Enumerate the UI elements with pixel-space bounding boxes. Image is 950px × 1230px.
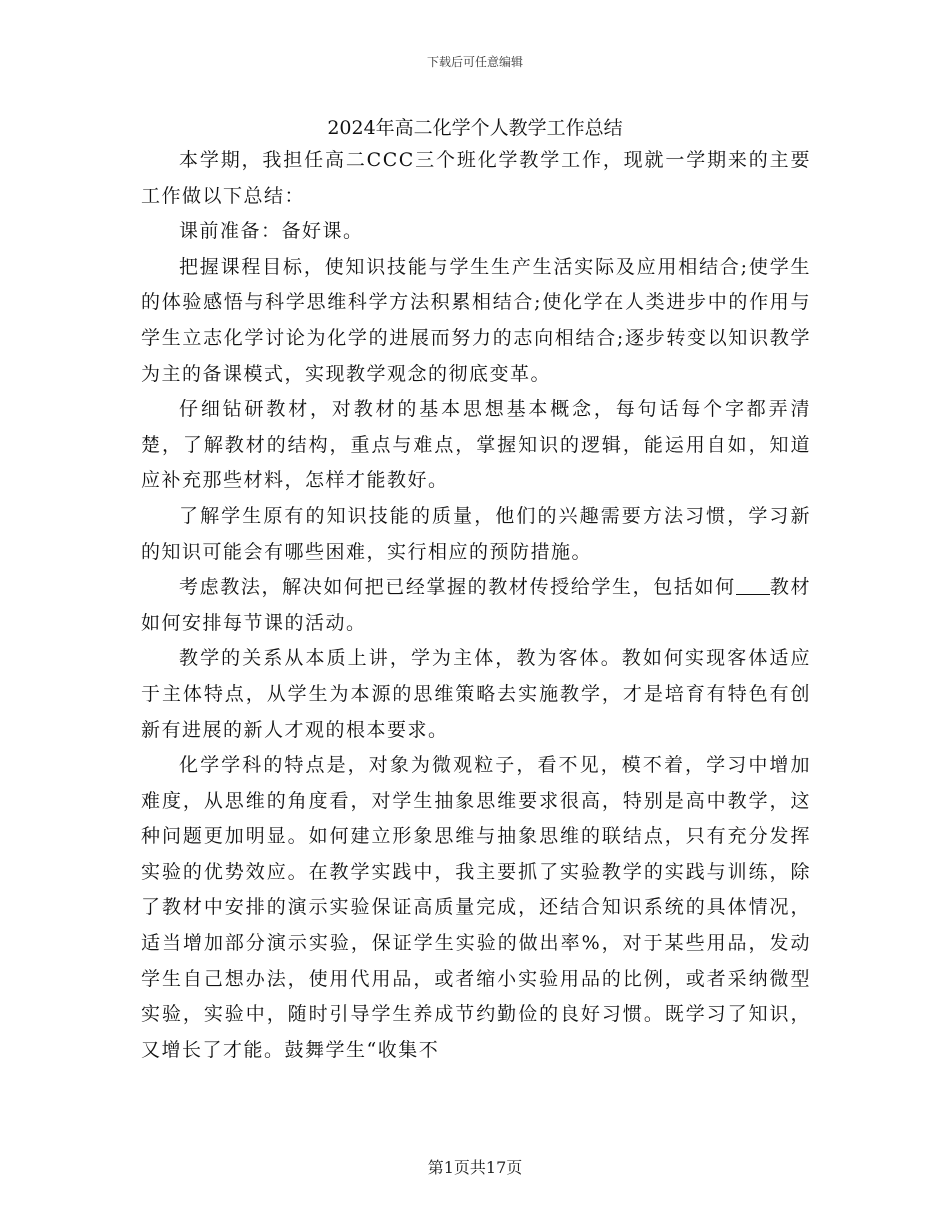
paragraph-course-goals: 把握课程目标，使知识技能与学生生产生活实际及应用相结合;使学生的体验感悟与科学思维科学方法积累相结合;使化学在人类进步中的作用与学生立志化学讨论为化学的进展而努力的志向相结合;逐步转变以知识教学为主的备课模式，实现教学观念的彻底变革。 <box>141 255 811 385</box>
paragraph-prep-heading: 课前准备：备好课。 <box>179 220 364 243</box>
page-header-note: 下载后可任意编辑 <box>426 55 523 69</box>
teaching-method-text-start: 考虑教法，解决如何把已经掌握的教材传授给学生，包括如何 <box>179 576 736 599</box>
fill-in-blank <box>736 575 770 595</box>
document-body <box>141 143 811 1068</box>
paragraph-intro: 本学期，我担任高二CCC三个班化学教学工作，现就一学期来的主要工作做以下总结： <box>141 149 811 207</box>
paragraph-chemistry-features: 化学学科的特点是，对象为微观粒子，看不见，模不着，学习中增加难度，从思维的角度看，对学生抽象思维要求很高，特别是高中教学，这种问题更加明显。如何建立形象思维与抽象思维的联结点，只有充分发挥实验的优势效应。在教学实践中，我主要抓了实验教学的实践与训练，除了教材中安排的演示实验保证高质量完成，还结合知识系统的具体情况，适当增加部分演示实验，保证学生实验的做出率%，对于某些用品，发动学生自己想办法，使用代用品，或者缩小实验用品的比例，或者采纳微型实验，实验中，随时引导学生养成节约勤俭的良好习惯。既学习了知识，又增长了才能。鼓舞学生“收集不 <box>141 754 811 1061</box>
paragraph-teaching-method <box>141 570 811 641</box>
paragraph-study-textbook: 仔细钻研教材，对教材的基本思想基本概念，每句话每个字都弄清楚，了解教材的结构，重点与难点，掌握知识的逻辑，能运用自如，知道应补充那些材料，怎样才能教好。 <box>141 398 811 492</box>
paragraph-teaching-relationship: 教学的关系从本质上讲，学为主体，教为客体。教如何实现客体适应于主体特点，从学生为本源的思维策略去实施教学，才是培育有特色有创新有进展的新人才观的根本要求。 <box>141 647 811 741</box>
document-title: 2024年高二化学个人教学工作总结 <box>327 117 623 139</box>
page-footer: 第1页共17页 <box>427 1158 523 1177</box>
paragraph-know-students: 了解学生原有的知识技能的质量，他们的兴趣需要方法习惯，学习新的知识可能会有哪些困难，实行相应的预防措施。 <box>141 504 811 563</box>
teaching-method-text-end: 教材如何安排每节课的活动。 <box>141 576 811 634</box>
